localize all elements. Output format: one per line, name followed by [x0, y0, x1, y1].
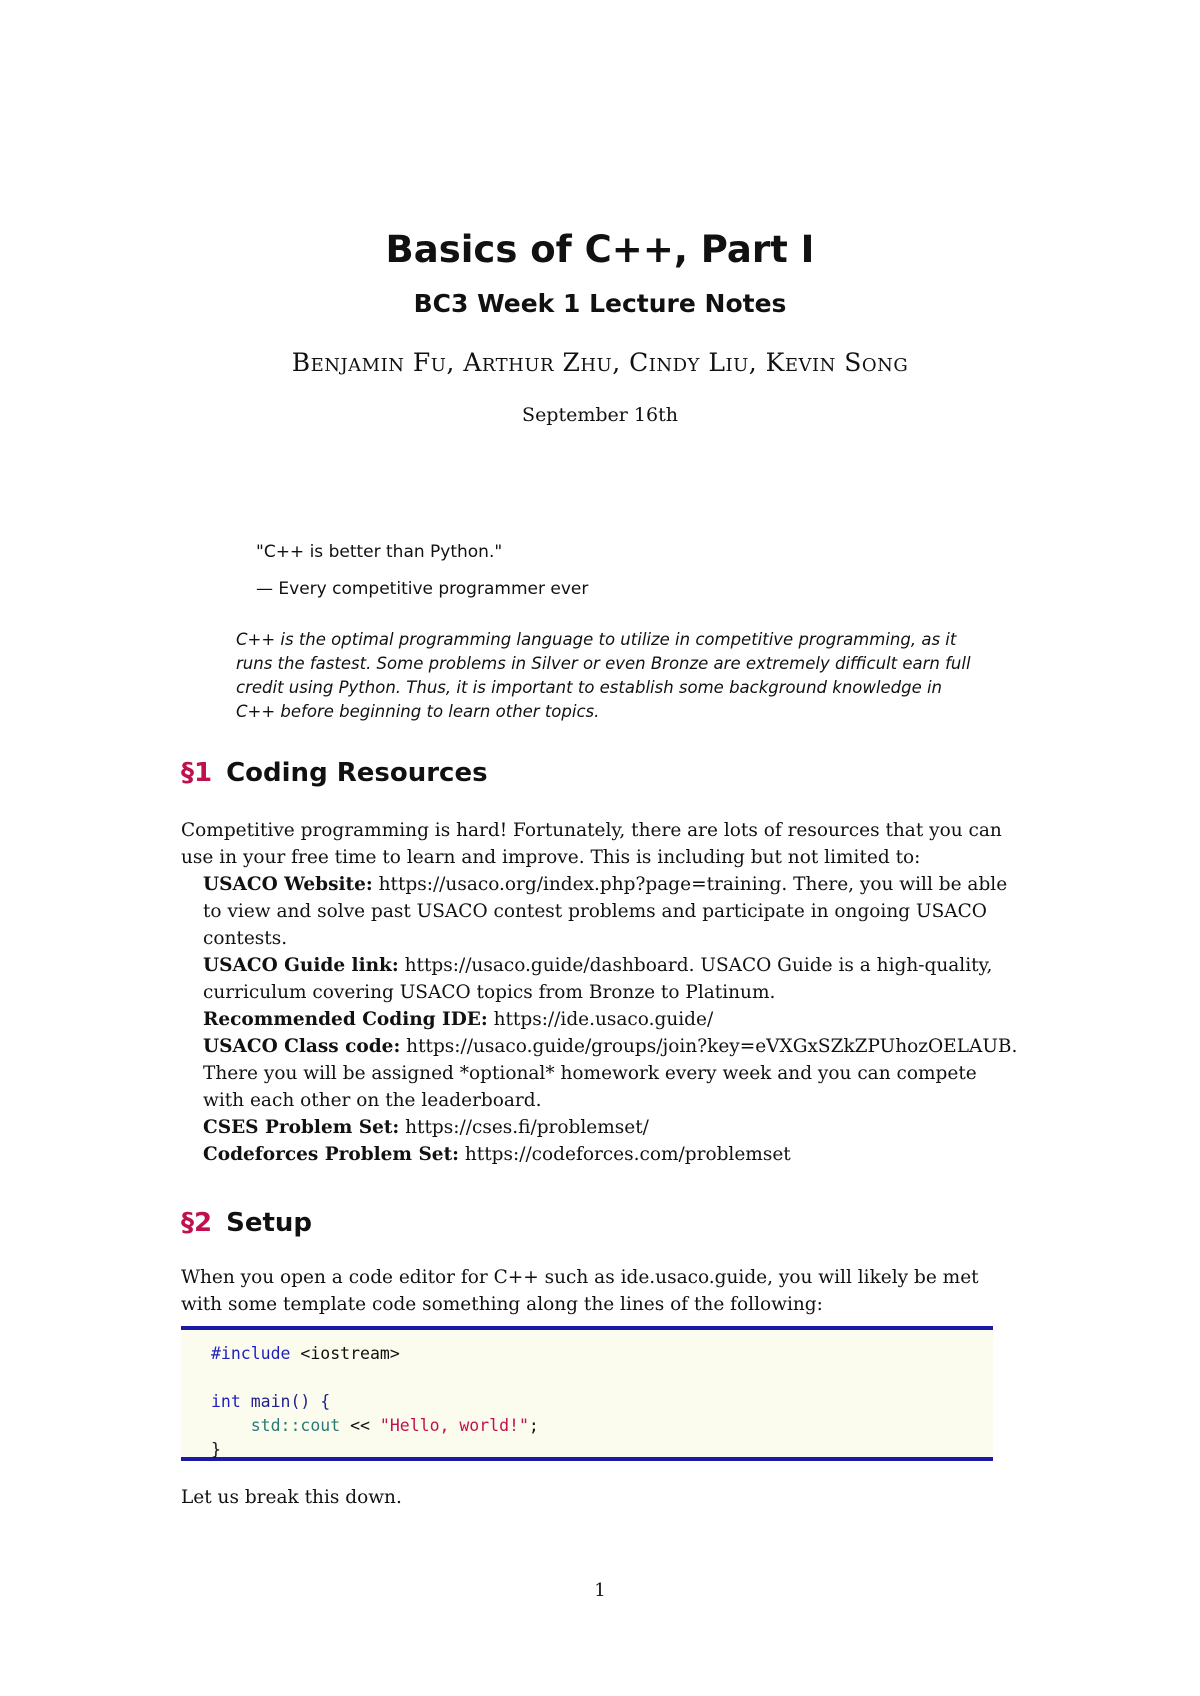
resource-item — [181, 1114, 1023, 1141]
resource-text[interactable]: https://usaco.guide/dashboard. USACO Guide is a high-quality, curriculum covering USACO topics from Bronze to Platinum. — [203, 955, 993, 1003]
section-2-outro-text: Let us break this down. — [181, 1487, 402, 1508]
section-2-title: Setup — [226, 1208, 313, 1238]
section-2-outro — [181, 1484, 1023, 1511]
resource-label: Recommended Coding IDE: — [203, 1009, 488, 1030]
document-subtitle: BC3 Week 1 Lecture Notes — [413, 289, 787, 318]
resource-label: CSES Problem Set: — [203, 1117, 400, 1138]
epigraph-attribution: — Every competitive programmer ever — [256, 579, 589, 599]
code-type-keyword: int — [211, 1392, 241, 1411]
epigraph-quote: "C++ is better than Python." — [256, 542, 503, 562]
page-number: 1 — [594, 1580, 606, 1601]
resource-text[interactable]: https://cses.fi/problemset/ — [405, 1117, 649, 1138]
code-listing — [211, 1342, 539, 1462]
section-1-body — [181, 817, 1023, 1168]
resource-label: USACO Website: — [203, 874, 373, 895]
code-closing-brace: } — [211, 1440, 221, 1459]
resource-item — [181, 871, 1023, 952]
code-operator: << — [340, 1416, 380, 1435]
resource-label: USACO Guide link: — [203, 955, 399, 976]
resource-text[interactable]: https://usaco.org/index.php?page=training. There, you will be able to view and solve past USACO contest problems and participate in ongoing USACO contests. — [203, 874, 1008, 949]
document-title: Basics of C++, Part I — [385, 228, 815, 271]
section-2-number: §2 — [181, 1208, 213, 1238]
document-date: September 16th — [522, 404, 678, 426]
code-main-signature: main() { — [240, 1392, 331, 1411]
code-include-directive: #include — [211, 1344, 291, 1363]
code-cout: std::cout — [250, 1416, 341, 1435]
code-string-literal: "Hello, world!" — [379, 1416, 529, 1435]
author-list: Benjamin Fu, Arthur Zhu, Cindy Liu, Kevin Song — [291, 348, 909, 377]
abstract-text: C++ is the optimal programming language to utilize in competitive programming, as it runs the fastest. Some problems in Silver or even Bronze are extremely difficult earn full credit using Python. Thus, it is important to establish some background knowledge in C++ before beginning to learn other topics. — [236, 630, 971, 721]
resource-item — [181, 1033, 1023, 1114]
section-1-intro: Competitive programming is hard! Fortunately, there are lots of resources that you can use in your free time to learn and improve. This is including but not limited to: — [181, 820, 1002, 868]
resource-label: USACO Class code: — [203, 1036, 401, 1057]
resource-text[interactable]: https://codeforces.com/problemset — [464, 1144, 791, 1165]
resource-text[interactable]: https://usaco.guide/groups/join?key=eVXGxSZkZPUhozOELAUB. There you will be assigned *optional* homework every week and you can compete with each other on the leaderboard. — [203, 1036, 1018, 1111]
resource-text[interactable]: https://ide.usaco.guide/ — [493, 1009, 714, 1030]
resource-item — [181, 1006, 1023, 1033]
code-include-header: <iostream> — [290, 1344, 400, 1363]
code-block — [181, 1326, 993, 1461]
section-1-heading — [181, 758, 488, 788]
code-indent — [211, 1416, 251, 1435]
section-2-intro — [181, 1264, 1023, 1318]
resource-item — [181, 1141, 1023, 1168]
resource-item — [181, 952, 1023, 1006]
resource-label: Codeforces Problem Set: — [203, 1144, 459, 1165]
section-2-intro-text: When you open a code editor for C++ such as ide.usaco.guide, you will likely be met with some template code something along the lines of the following: — [181, 1267, 979, 1315]
section-1-title: Coding Resources — [226, 758, 488, 788]
code-semicolon: ; — [528, 1416, 539, 1435]
section-1-number: §1 — [181, 758, 213, 788]
section-2-heading — [181, 1208, 312, 1238]
abstract — [236, 628, 971, 724]
